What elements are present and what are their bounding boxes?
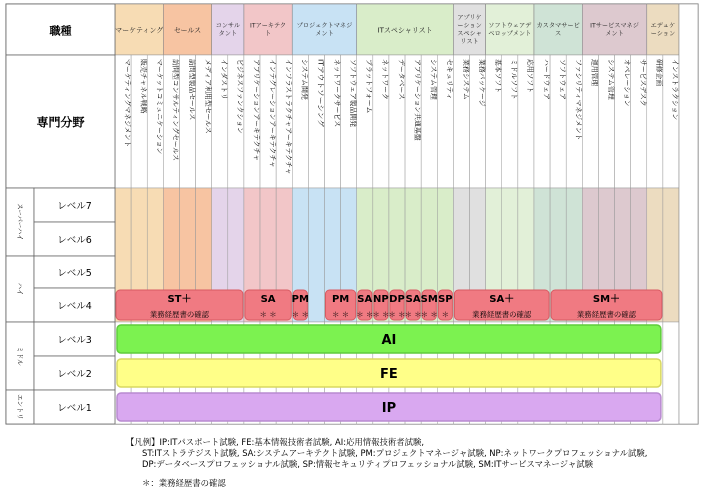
specialty-label: マーケットコミュニケーション — [155, 59, 164, 151]
level-cell — [308, 188, 324, 322]
group-header-bg — [292, 4, 356, 55]
specialty-label: ソフトウェア — [558, 59, 567, 99]
exam-box-note: ＊ ＊ — [388, 310, 406, 319]
specialty-label: ビジネスファンクション — [236, 59, 245, 131]
level-label: レベル4 — [57, 301, 92, 312]
specialty-label: サービスデスク — [639, 59, 648, 105]
exam-box-label: SA＋ — [489, 294, 515, 305]
legend-line-2: ST:ITストラテジスト試験, SA:システムアーキテクト試験, PM:プロジェクトマネージャ試験, NP:ネットワークプロフェッショナル試験, — [142, 448, 648, 458]
exam-box-label: DP — [389, 294, 405, 305]
group-name: マーケティング — [115, 26, 164, 35]
specialty-label: ファシリティマネジメント — [574, 59, 583, 138]
exam-box-label: ST＋ — [167, 294, 192, 305]
exam-box-label: SA — [357, 294, 373, 305]
specialty-label: ミドルソフト — [510, 59, 519, 99]
level-label: レベル1 — [57, 403, 92, 414]
group-header-bg — [244, 4, 292, 55]
exam-box-note: ＊ ＊ — [291, 310, 309, 319]
tier-label: ハイ — [16, 282, 24, 296]
specialty-label: 業務パッケージ — [477, 59, 486, 106]
specialty-header: 専門分野 — [36, 115, 85, 130]
legend — [126, 437, 647, 489]
group-header-bg — [453, 4, 485, 55]
group-header-bg — [534, 4, 582, 55]
specialty-label: ハードウェア — [542, 59, 551, 99]
specialty-label: データベース — [397, 59, 406, 99]
specialty-label: 基本ソフト — [493, 59, 502, 92]
level-label: レベル6 — [57, 235, 92, 246]
specialty-label: システム管理 — [429, 59, 438, 98]
group-header-bg — [647, 4, 679, 55]
group-name: アプリケーションスペシャリスト — [457, 14, 482, 46]
group-name: ITアーキテクト — [250, 22, 287, 38]
specialty-label: アプリケーションアーキテクチャ — [252, 59, 261, 157]
level-label: レベル7 — [57, 201, 92, 212]
exam-box-note: 業務経歴書の確認 — [576, 310, 637, 319]
group-name: エデュケーション — [650, 22, 676, 38]
specialty-label: オペレーション — [622, 59, 631, 105]
group-name: カスタマサービス — [536, 22, 580, 38]
tier-label: スーパーハイ — [16, 203, 24, 241]
level-label: レベル3 — [57, 335, 92, 346]
tier-label: エントリ — [16, 394, 24, 420]
specialty-label: インダストリ — [220, 59, 229, 99]
exam-box-label: NP — [373, 294, 389, 305]
specialty-label: マーケティングマネジメント — [123, 59, 132, 144]
specialty-label: ITアウトソーシング — [316, 59, 325, 118]
specialty-label: メディア利用型セールス — [203, 59, 212, 131]
exam-box-label: PM — [291, 294, 309, 305]
specialty-label: 訪問型コンサルティングセールス — [171, 59, 180, 157]
group-name: ソフトウェアデベロップメント — [488, 22, 532, 38]
group-name: ITスペシャリスト — [377, 26, 433, 35]
exam-box-note: ＊ ＊ — [259, 310, 277, 319]
group-header-bg — [212, 4, 244, 55]
specialty-label: ネットワークサービス — [332, 59, 341, 125]
specialty-label: アプリケーション共通基盤 — [413, 59, 422, 138]
legend-line-3: DP:データベースプロフェッショナル試験, SP:情報セキュリティプロフェッショナル試験, SM:ITサービスマネージャ試験 — [142, 459, 593, 469]
specialty-label: インフラストラクチャアーキテクチャ — [284, 59, 293, 171]
specialty-label: 運用管理 — [590, 59, 599, 86]
group-name: コンサルタント — [215, 22, 241, 38]
specialty-label: 訪問型製品セールス — [187, 59, 196, 118]
specialty-label: システム管理 — [606, 59, 615, 98]
specialty-label: 研修企画 — [655, 59, 664, 86]
exam-box-note: ＊ ＊ — [404, 310, 422, 319]
group-name: セールス — [173, 26, 202, 35]
tier-label: ミドル — [16, 346, 24, 366]
level-cell — [663, 322, 679, 424]
exam-box-label: SA — [260, 294, 276, 305]
specialty-label: ソフトウェア製品開発 — [348, 59, 357, 125]
exam-box-label: SM — [420, 294, 438, 305]
exam-box-label: PM — [331, 294, 350, 305]
specialty-label: セキュリティ — [445, 59, 454, 98]
specialty-label: ネットワーク — [381, 59, 390, 99]
exam-box-label: SA — [405, 294, 421, 305]
right-margin — [679, 4, 698, 424]
group-header-bg — [582, 4, 646, 55]
specialty-label: インストラクション — [671, 59, 680, 119]
specialty-label: インテグレーションアーキテクチャ — [268, 59, 277, 164]
exam-box-note: ＊ ＊ — [372, 310, 390, 319]
exam-box-note: ＊ ＊ — [356, 310, 374, 319]
exam-band-label: FE — [380, 367, 398, 382]
specialty-label: 応用ソフト — [526, 59, 535, 92]
specialty-label: 業務システム — [461, 59, 470, 98]
legend-note: ＊：業務経歴書の確認 — [142, 478, 226, 488]
level-label: レベル2 — [57, 369, 92, 380]
group-name: ITサービスマネジメント — [590, 22, 639, 38]
specialty-label: 販売チャネル戦略 — [139, 59, 148, 112]
exam-box-note: 業務経歴書の確認 — [149, 310, 210, 319]
exam-box-note: ＊ ＊ — [420, 310, 438, 319]
exam-band-label: IP — [381, 401, 397, 416]
level-cell — [663, 188, 679, 322]
exam-box-note: ＊ ＊ — [332, 310, 350, 319]
exam-box-note: ＊ — [441, 310, 450, 319]
group-header-bg — [486, 4, 534, 55]
job-label: 職種 — [49, 24, 72, 38]
exam-box-note: 業務経歴書の確認 — [472, 310, 532, 319]
specialty-label: プラットフォーム — [365, 59, 374, 112]
exam-box-label: SP — [438, 294, 453, 305]
specialty-label: システム開発 — [300, 59, 309, 98]
exam-band-label: AI — [381, 333, 397, 348]
legend-line-1: 【凡例】IP:ITパスポート試験, FE:基本情報技術者試験, AI:応用情報技術者試験, — [126, 437, 425, 447]
group-name: プロジェクトマネジメント — [296, 22, 353, 38]
exam-box-label: SM＋ — [592, 294, 621, 305]
level-label: レベル5 — [57, 268, 92, 279]
